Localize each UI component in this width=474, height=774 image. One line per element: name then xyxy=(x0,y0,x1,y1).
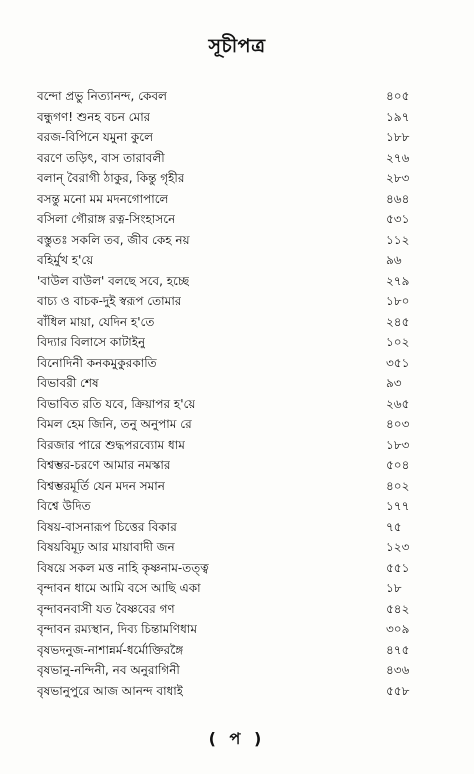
entry-page-number: ১১২ xyxy=(386,232,410,247)
list-item xyxy=(37,250,434,271)
entry-title: বহির্মুখ হ'য়ে xyxy=(37,253,94,267)
entry-title: বিভাবিত রতি যবে, ক্রিয়াপর হ'য়ে xyxy=(37,396,196,411)
entry-page-number: ১৮ xyxy=(386,581,402,595)
entry-page-number: ৪৩৬ xyxy=(386,663,410,677)
entry-title: বৃন্দাবন ধামে আমি বসে আছি একা xyxy=(37,581,201,595)
entry-page-number: ৯৬ xyxy=(386,253,402,267)
list-item xyxy=(37,681,434,702)
entry-page-number: ১২৩ xyxy=(386,540,410,554)
list-item xyxy=(37,86,434,107)
entry-title: বিমল হেম জিনি, তনু অনুপাম রে xyxy=(37,417,192,431)
list-item xyxy=(37,476,434,497)
entry-title: বৃষভানু-নন্দিনী, নব অনুরাগিনী xyxy=(37,663,180,677)
entry-title: বস্তুতঃ সকলি তব, জীব কেহ নয় xyxy=(37,232,190,247)
page-title: সূচীপত্র xyxy=(208,35,266,57)
entry-title: বিরজার পারে শুদ্ধপরব্যোম ধাম xyxy=(37,437,185,452)
entry-page-number: ৭৫ xyxy=(386,519,402,534)
entry-title: বলান্ বৈরাগী ঠাকুর, কিন্তু গৃহীর xyxy=(37,171,185,185)
list-item xyxy=(37,271,434,292)
list-item xyxy=(37,107,434,128)
entry-title: বিভাবরী শেষ xyxy=(37,376,99,390)
contents-list xyxy=(37,86,434,701)
entry-title: বিষয়ে সকল মত্ত নাহি কৃষ্ণনাম-তত্ত্ব xyxy=(37,560,209,575)
entry-title: বসিলা গৌরাঙ্গ রত্ন-সিংহাসনে xyxy=(37,212,176,226)
entry-title: বৃন্দাবনবাসী যত বৈষ্ণবের গণ xyxy=(37,601,175,616)
list-item xyxy=(37,517,434,538)
list-item xyxy=(37,373,434,394)
entry-title: 'বাউল বাউল' বলছে সবে, হচ্ছে xyxy=(37,273,190,288)
list-item xyxy=(37,558,434,579)
entry-title: বিশ্বম্ভরমূর্তি যেন মদন সমান xyxy=(37,478,165,493)
list-item xyxy=(37,312,434,333)
entry-page-number: ১০২ xyxy=(386,335,410,349)
entry-page-number: ২৬৫ xyxy=(386,396,410,411)
entry-page-number: ৯৩ xyxy=(386,376,402,390)
entry-page-number: ২৪৫ xyxy=(386,314,410,329)
entry-title: বিশ্বে উদিত xyxy=(37,499,91,513)
entry-page-number: ৩০৯ xyxy=(386,622,410,636)
list-item xyxy=(37,537,434,558)
entry-title: বিনোদিনী কনকমুকুরকাতি xyxy=(37,355,157,370)
entry-page-number: ৫৫৮ xyxy=(386,683,410,698)
entry-page-number: ৩৫১ xyxy=(386,355,410,370)
entry-page-number: ৫০৪ xyxy=(386,458,410,472)
entry-page-number: ৪৬৪ xyxy=(386,191,410,206)
entry-page-number: ৪০২ xyxy=(386,478,410,493)
list-item xyxy=(37,640,434,661)
list-item xyxy=(37,578,434,599)
list-item xyxy=(37,599,434,620)
list-item xyxy=(37,394,434,415)
list-item xyxy=(37,230,434,251)
list-item xyxy=(37,496,434,517)
entry-title: বিষয়-বাসনারূপ চিত্তের বিকার xyxy=(37,519,177,534)
entry-page-number: ১৮৩ xyxy=(386,437,410,452)
list-item xyxy=(37,189,434,210)
entry-title: বৃন্দাবন রম্যস্থান, দিব্য চিন্তামণিধাম xyxy=(37,622,197,636)
entry-title: বিশ্বম্ভর-চরণে আমার নমস্কার xyxy=(37,458,171,472)
list-item xyxy=(37,332,434,353)
entry-title: বিষয়বিমূঢ় আর মায়াবাদী জন xyxy=(37,540,175,554)
list-item xyxy=(37,414,434,435)
list-item xyxy=(37,353,434,374)
entry-title: বসন্তু মনো মম মদনগোপালে xyxy=(37,191,169,206)
list-item xyxy=(37,168,434,189)
entry-page-number: ৪৭৫ xyxy=(386,642,410,657)
entry-page-number: ২৭৬ xyxy=(386,150,410,165)
entry-title: বরজ-বিপিনে যমুনা কুলে xyxy=(37,130,154,144)
entry-page-number: ৫৩১ xyxy=(386,212,410,226)
entry-title: বাচ্য ও বাচক-দুই স্বরূপ তোমার xyxy=(37,294,182,308)
entry-title: বরণে তড়িৎ, বাস তারাবলী xyxy=(37,150,165,165)
entry-page-number: ৫৫১ xyxy=(386,560,410,575)
entry-page-number: ৪০৩ xyxy=(386,417,410,431)
entry-page-number: ১৮৮ xyxy=(386,130,410,144)
entry-title: বিদ্যার বিলাসে কাটাইনু xyxy=(37,335,146,349)
page-folio: ( প ) xyxy=(208,729,266,748)
list-item xyxy=(37,209,434,230)
entry-page-number: ১৮০ xyxy=(386,294,410,308)
list-item xyxy=(37,455,434,476)
entry-title: বৃষভদনুজ-নাশান্নর্ম-ধর্মোক্তিরঙ্গৈ xyxy=(37,642,184,657)
list-item xyxy=(37,127,434,148)
list-item xyxy=(37,148,434,169)
entry-page-number: ১৯৭ xyxy=(386,109,410,124)
entry-title: বাঁধিল মায়া, যেদিন হ'তে xyxy=(37,314,155,329)
entry-page-number: ২৭৯ xyxy=(386,273,410,288)
list-item xyxy=(37,435,434,456)
entry-title: বন্ধুগণ! শুনহ বচন মোর xyxy=(37,109,151,124)
list-item xyxy=(37,291,434,312)
entry-title: বৃষভানুপুরে আজ আনন্দ বাধাই xyxy=(37,683,184,698)
entry-title: বন্দো প্রভু নিত্যানন্দ, কেবল xyxy=(37,89,167,103)
list-item xyxy=(37,660,434,681)
entry-page-number: ২৮৩ xyxy=(386,171,410,185)
entry-page-number: ৪০৫ xyxy=(386,89,410,103)
list-item xyxy=(37,619,434,640)
entry-page-number: ৫৪২ xyxy=(386,601,410,616)
entry-page-number: ১৭৭ xyxy=(386,499,410,513)
